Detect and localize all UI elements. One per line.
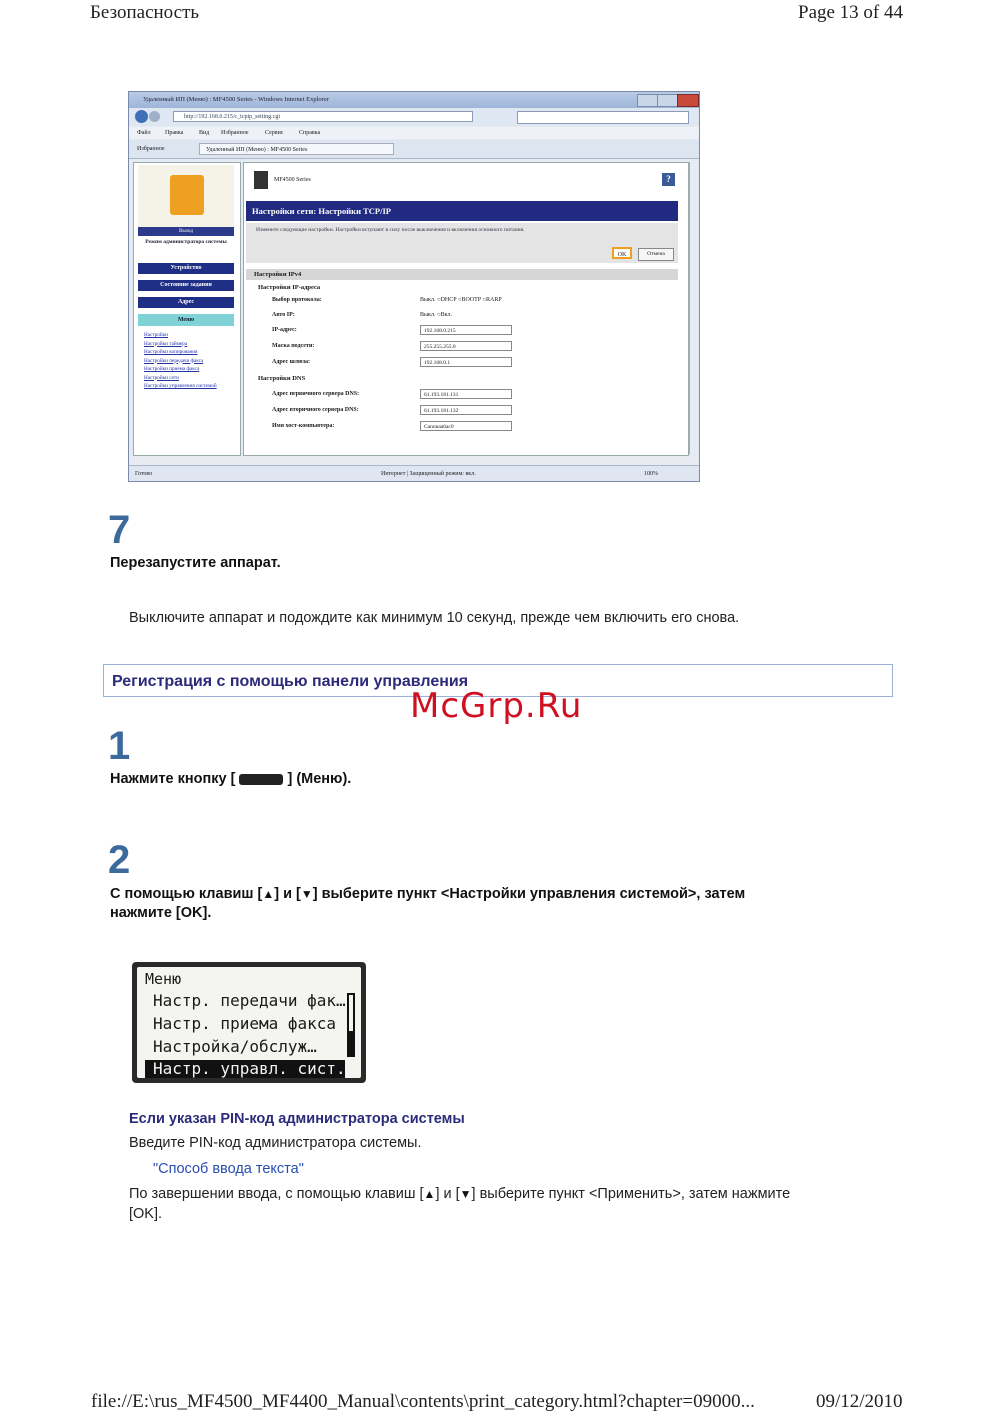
search-input[interactable] [517, 111, 689, 124]
help-icon[interactable]: ? [662, 173, 675, 186]
nav-link[interactable]: Настройки копирования [144, 349, 198, 355]
browser-screenshot [128, 91, 700, 482]
header-page-number: Page 13 of 44 [798, 2, 904, 23]
menu-view[interactable]: Вид [199, 130, 210, 136]
down-arrow-icon: ▼ [300, 887, 313, 901]
minimize-icon[interactable] [637, 94, 659, 107]
field-label: Имя хост-компьютера: [272, 423, 335, 429]
menu-tools[interactable]: Сервис [265, 130, 284, 136]
lcd-display [132, 962, 366, 1083]
ip-group-label: Настройки IP-адреса [258, 284, 321, 291]
status-bar [129, 465, 699, 482]
protocol-radio[interactable]: Выкл. ○DHCP ○BOOTP ○RARP [420, 297, 502, 303]
lcd-selected-row [145, 1060, 345, 1078]
close-icon[interactable] [677, 94, 699, 107]
pin-text: ] выберите пункт <Применить>, затем нажмите [471, 1186, 791, 1202]
field-label: Адрес первичного сервера DNS: [272, 391, 360, 397]
up-arrow-icon: ▲ [262, 887, 275, 901]
section-title: Регистрация с помощью панели управления [112, 673, 469, 690]
nav-link[interactable]: Настройки приема факса [144, 366, 200, 372]
content-pane [243, 162, 689, 456]
pin-text: Введите PIN-код администратора системы. [129, 1135, 422, 1151]
lcd-item-selected: Настр. управл. сист. [153, 1059, 346, 1078]
pin-instructions [129, 1184, 909, 1224]
tool-icon [170, 175, 204, 215]
pin-text: [OK]. [129, 1206, 163, 1222]
address-bar-row [129, 108, 699, 126]
menu-file[interactable]: Файл [137, 130, 151, 136]
lcd-title: Меню [145, 970, 182, 988]
security-zone: Интернет | Защищенный режим: вкл. [381, 471, 476, 477]
back-button[interactable] [135, 110, 148, 123]
cancel-button[interactable]: Отмена [638, 248, 674, 261]
field-label: Адрес вторичного сервера DNS: [272, 407, 359, 413]
left-nav [133, 162, 241, 456]
step-title: Перезапустите аппарат. [110, 555, 281, 571]
step2-text: ] выберите пункт <Настройки управления системой>, затем [312, 886, 746, 902]
content-title: Настройки сети: Настройки TCP/IP [246, 201, 678, 221]
step-number: 7 [108, 508, 131, 552]
lcd-item: Настр. приема факса [153, 1014, 337, 1033]
field-label: Авто IP: [272, 312, 295, 318]
maximize-icon[interactable] [657, 94, 679, 107]
browser-tab[interactable]: Удаленный ИП (Меню) : MF4500 Series [199, 143, 394, 155]
remote-ui-logo [138, 165, 234, 227]
lcd-scrollbar [347, 993, 355, 1057]
step-number: 2 [108, 838, 131, 882]
watermark: McGrp.Ru [410, 686, 583, 726]
zoom-level[interactable]: 100% [644, 471, 658, 477]
logout-button[interactable]: Выход [138, 227, 234, 236]
up-arrow-icon: ▲ [423, 1187, 436, 1201]
step-number: 1 [108, 724, 131, 768]
note-text: Измените следующие настройки. Настройки вступают в силу после выключения и включения основного питания. [256, 227, 525, 233]
nav-address-button[interactable]: Адрес [138, 297, 234, 308]
device-name: MF4500 Series [274, 177, 311, 183]
secondary-dns-input[interactable]: 61.193.181.132 [420, 405, 512, 415]
nav-link[interactable]: Настройки [144, 332, 168, 338]
note-box [246, 223, 678, 263]
field-label: IP-адрес: [272, 327, 297, 333]
menu-favorites[interactable]: Избранное [221, 130, 249, 136]
step-text: Выключите аппарат и подождите как минимум 10 секунд, прежде чем включить его снова. [129, 610, 740, 626]
nav-device-button[interactable]: Устройство [138, 263, 234, 274]
ok-button[interactable]: OK [612, 247, 632, 259]
nav-links [144, 331, 236, 391]
field-label: Адрес шлюза: [272, 359, 311, 365]
step1-after: ] (Меню). [287, 771, 352, 787]
menu-bar [129, 127, 699, 139]
status-text: Готово [135, 471, 153, 477]
favorites-button[interactable]: Избранное [137, 146, 165, 152]
pin-text: ] и [ [435, 1186, 460, 1202]
dns-group-label: Настройки DNS [258, 375, 306, 382]
step2-text: С помощью клавиш [ [110, 886, 263, 902]
printer-icon [254, 171, 268, 189]
primary-dns-input[interactable]: 61.193.181.131 [420, 389, 512, 399]
field-label: Выбор протокола: [272, 297, 322, 303]
forward-button[interactable] [149, 111, 160, 122]
nav-link[interactable]: Настройки передачи факса [144, 357, 204, 364]
pin-title: Если указан PIN-код администратора системы [129, 1111, 465, 1127]
menu-edit[interactable]: Правка [165, 130, 184, 136]
nav-menu-button[interactable]: Меню [138, 314, 234, 326]
pin-text: По завершении ввода, с помощью клавиш [ [129, 1186, 424, 1202]
nav-link[interactable]: Настройки управления системой [144, 383, 217, 389]
hostname-input[interactable]: Canonaa6ac0 [420, 421, 512, 431]
step2-text: ] и [ [274, 886, 301, 902]
text-input-link[interactable]: "Способ ввода текста" [153, 1161, 304, 1177]
address-input[interactable]: http://192.168.0.215/c_tcpip_setting.cgi [173, 111, 473, 122]
menu-key-icon [239, 774, 283, 785]
down-arrow-icon: ▼ [459, 1187, 472, 1201]
footer-path: file://E:\rus_MF4500_MF4400_Manual\contents\print_category.html?chapter=09000... [91, 1391, 755, 1412]
favorites-bar [129, 140, 699, 159]
footer-date: 09/12/2010 [816, 1391, 903, 1412]
nav-job-status-button[interactable]: Состояние задания [138, 280, 234, 291]
nav-link[interactable]: Настройки таймера [144, 340, 188, 347]
lcd-screen [137, 967, 361, 1078]
gateway-input[interactable]: 192.168.0.1 [420, 357, 512, 367]
step-title [110, 885, 890, 923]
window-title: Удаленный ИП (Меню) : MF4500 Series - Windows Internet Explorer [143, 96, 329, 103]
ipv4-section: Настройки IPv4 [246, 269, 678, 280]
lcd-item: Настр. передачи фак… [153, 991, 346, 1010]
horizontal-scrollbar[interactable] [129, 456, 699, 464]
menu-help[interactable]: Справка [299, 130, 321, 136]
step2-text: нажмите [OK]. [110, 905, 212, 921]
window-titlebar [129, 92, 699, 108]
nav-link[interactable]: Настройки сети [144, 374, 179, 381]
lcd-scroll-thumb [349, 1031, 353, 1055]
ip-address-input[interactable]: 192.168.0.215 [420, 325, 512, 335]
field-label: Маска подсети: [272, 343, 315, 349]
header-section-title: Безопасность [90, 2, 200, 23]
admin-mode-label: Режим администратора системы [145, 239, 227, 245]
step-title [110, 770, 351, 789]
lcd-item: Настройка/обслуж… [153, 1037, 317, 1056]
step1-before: Нажмите кнопку [ [110, 771, 236, 787]
auto-ip-radio[interactable]: Выкл. ○Вкл. [420, 312, 452, 318]
vertical-scrollbar[interactable] [689, 162, 698, 454]
subnet-mask-input[interactable]: 255.255.255.0 [420, 341, 512, 351]
